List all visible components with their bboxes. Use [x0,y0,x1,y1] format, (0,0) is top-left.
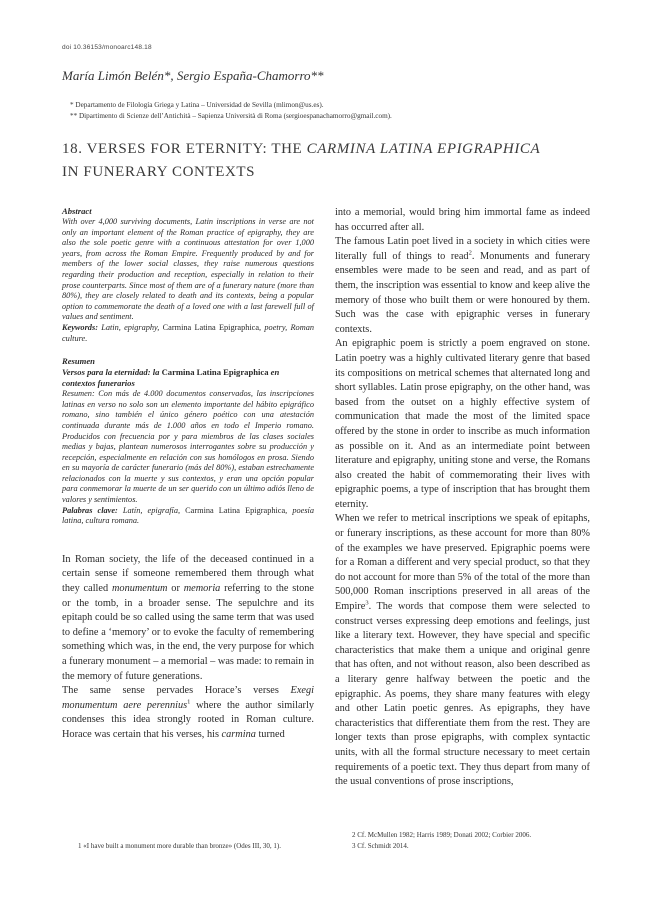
body-paragraph: When we refer to metrical inscriptions we speak of epitaphs, or funerary inscriptions, as these account for more than 80% of the examples we have preserved. Epigraphic poems were for a Roman a different and very special product, so that they do not account for more than 5% of the total of the more than 500,000 Roman inscriptions preserved in all areas of the Empire$^3$. The words that compose them were selected to construct verses expressing deep emotions and feelings, just like a literary text. However, they have special and specific characteristics that make them a unique and original genre that has often, and not without reason, also been described as a literary genre halfway between the poetic and the epigraphic. As poems, they share many features with elegy and other Latin poetic genres. As epigraphs, they have characteristics that differentiate them from the rest. They are longer texts than prose epigraphs, with complex syntactic units, with all the formal structure necessary to meet certain requirements of a poetic text. They thus depart from many of the usual conventions of prose inscriptions, [335,513,590,788]
abstract-heading: Abstract [62,206,92,216]
resumen-keywords: Palabras clave: Latín, epigrafía, Carmina Latina Epigraphica, poesía latina, cultura romana. [62,505,314,526]
abstract-keywords: Keywords: Latin, epigraphy, Carmina Latina Epigraphica, poetry, Roman culture. [62,322,314,343]
body-paragraph: An epigraphic poem is strictly a poem engraved on stone. Latin poetry was a highly cultivated literary genre that based its compositions on metrical schemes that alternated long and short syllables. Latin prose epigraphy, on the other hand, was based from the outset on a highly effective system of communication that made the most of the limited space offered by the stone in order to inscribe as much information as possible on it. And as an intermediate point between literature and epigraphy, uniting stone and verse, the Romans also created the habit of commemorating their lives with epigraphic poems, a type of inscription that has brought them eternity. [335,338,590,510]
body-paragraph: The same sense pervades Horace’s verses Exegi monumentum aere perennius$^1$ where the author similarly condenses this idea strongly rooted in Roman culture. Horace was certain that his verses, his carmina turned [62,685,314,740]
footnotes-right [352,830,531,852]
authors-line: María Limón Belén*, Sergio España-Chamorro** [62,68,324,83]
left-column [62,206,314,743]
footnote-2: 2 Cf. McMullen 1982; Harris 1989; Donati 2002; Corbier 2006. [352,831,532,839]
body-paragraph: into a memorial, would bring him immortal fame as indeed has occurred after all. [335,207,590,233]
footnote-ref-2[interactable]: 2 [468,249,472,257]
footnote-ref-1[interactable]: 1 [187,698,191,706]
affiliation-1: * Departamento de Filología Griega y Latina – Universidad de Sevilla (mlimon@us.es). [70,101,324,109]
body-paragraph: In Roman society, the life of the deceased continued in a certain sense if someone remembered them through what they called monumentum or memoria referring to the stone or the tomb, in a broader sense. The sepulchre and its epitaph could be so called using the same term that was used to define a ‘memory’ or to evoke the faculty of remembering something which was, in the end, the very purpose for which a funerary monument – a memorial – was made: to remain in the memory of future generations. [62,553,314,682]
footnote-3: 3 Cf. Schmidt 2014. [352,842,409,850]
left-body-text [62,553,314,743]
abstract-body: With over 4,000 surviving documents, Latin inscriptions in verse are not only an important element of the Roman practice of epigraphy, they are also the sole poetic genre with a continuous attestation for over 1,000 years, from across the Roman Empire. Frequently produced by and for members of the lower social classes, they raise numerous questions regarding their production and reception, especially in relation to their prose counterparts. Since most of them are of a funerary nature (more than 80%), they are closely related to death and its contexts, being a popular option to commemorate the death of a loved one with a last farewell full of values and sentiment. [62,217,314,322]
resumen-heading: Resumen [62,356,95,367]
right-column [335,206,590,790]
resumen-title: Versos para la eternidad: la Carmina Latina Epigraphica en contextos funerarios [62,367,280,389]
heading-line-2: IN FUNERARY CONTEXTS [62,164,256,180]
footnote-1: 1 «I have built a monument more durable than bronze» (Odes III, 30, 1). [78,842,281,850]
affiliations [70,100,392,122]
chapter-heading [62,138,592,184]
body-paragraph: The famous Latin poet lived in a society in which cities were literally full of things to read$^2$. Monuments and funerary ensembles were made to be seen and read, and as part of them, the inscription was essential to know and keep alive the memory of those who built them or were honoured by them. Such was the case with epigraphic verses in funerary contexts. [335,236,591,335]
doi-line: doi 10.36153/monoarc148.18 [62,44,152,51]
resumen-body: Resumen: Con más de 4.000 documentos conservados, las inscripciones latinas en verso no solo son un elemento importante del hábito epigráfico romano, sino también el único género poético con una atestación continuada durante más de 1.000 años en todo el Imperio romano. Producidos con frecuencia por y para miembros de las clases sociales medias y bajas, plantean numerosos interrogantes sobre su producción y recepción, especialmente en relación con sus homólogos en prosa. Siendo en su mayoría de carácter funerario (más del 80%), estaban estrechamente relacionados con la muerte y sus contextos, y eran una opción popular para conmemorar la muerte de un ser querido con un último adiós lleno de valores y sentimientos. [62,389,314,505]
footnote-ref-3[interactable]: 3 [365,599,369,607]
affiliation-2: ** Dipartimento di Scienze dell’Antichità – Sapienza Università di Roma (sergioespanachamorro@gmail.com). [70,112,392,120]
heading-line-1: 18. VERSES FOR ETERNITY: THE CARMINA LATINA EPIGRAPHICA [62,141,541,157]
